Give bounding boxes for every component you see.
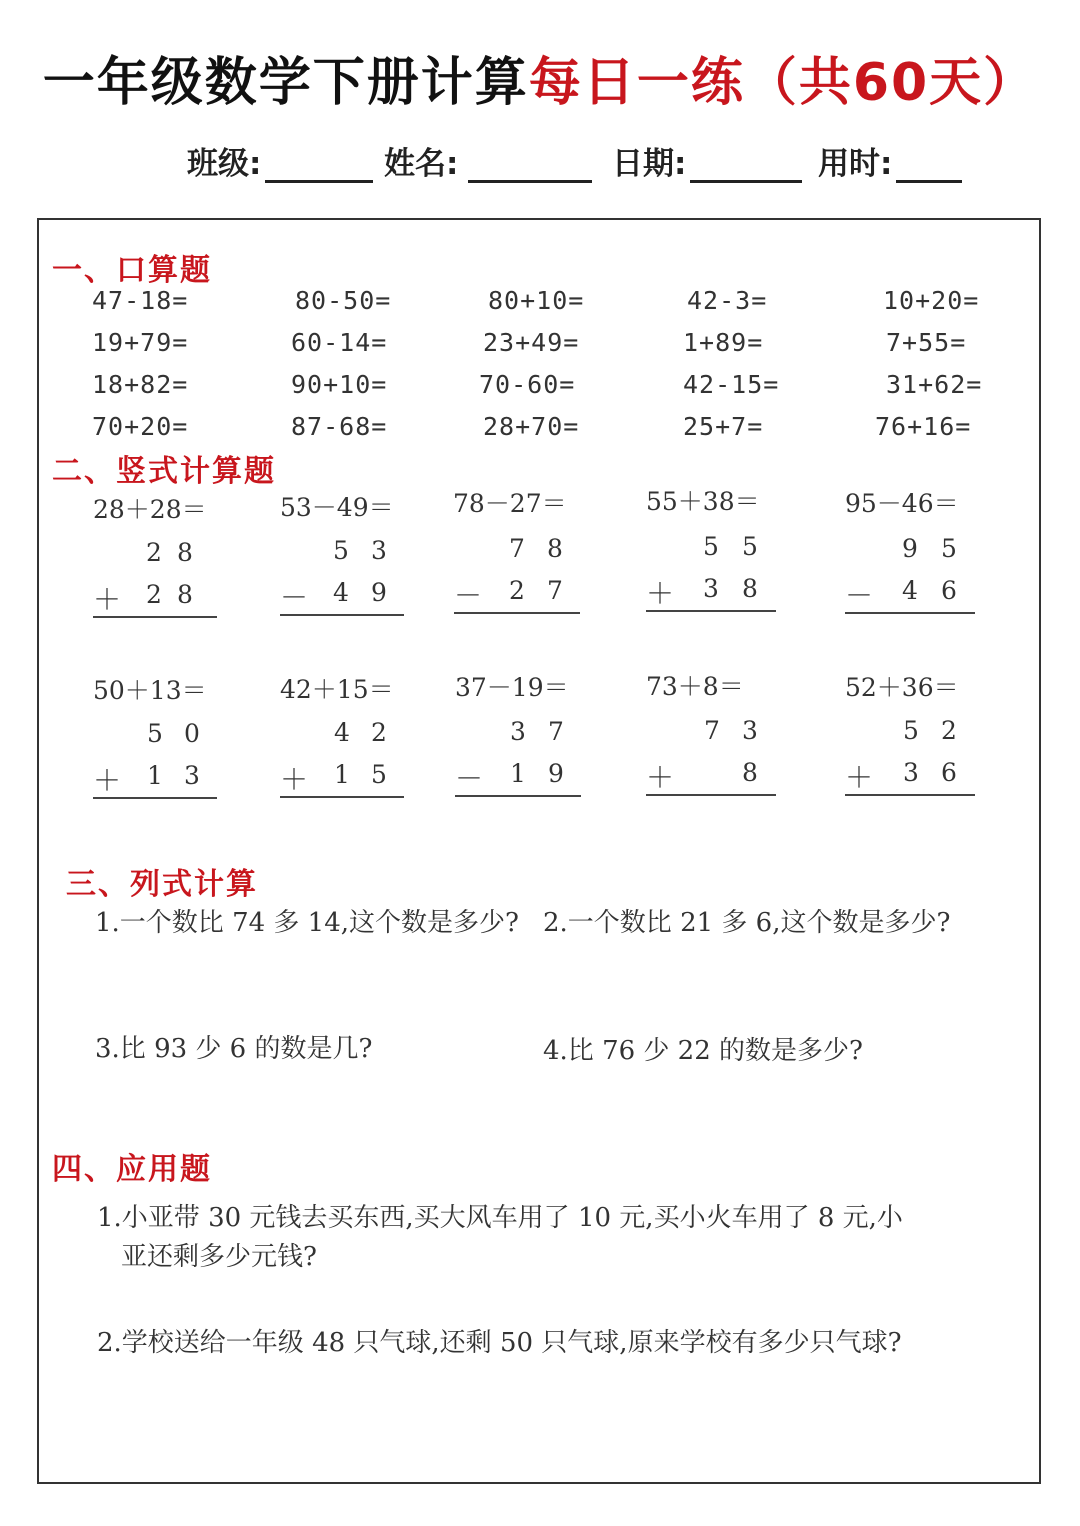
vertical-question: 50＋13＝ (93, 676, 207, 705)
vertical-question: 42＋15＝ (280, 675, 394, 704)
digit: 4 (902, 576, 918, 605)
digit: 8 (742, 758, 758, 787)
digit: 8 (742, 574, 758, 603)
vertical-calc-block (280, 710, 404, 800)
operator: ＋ (280, 763, 309, 796)
operator: ＋ (93, 583, 122, 616)
digit: 5 (941, 534, 957, 563)
operator: － (454, 579, 483, 612)
oral-item: 80-50= (295, 286, 392, 315)
oral-item: 28+70= (483, 412, 580, 441)
vertical-question: 37－19＝ (455, 673, 569, 702)
operator: ＋ (646, 761, 675, 794)
answer-line (845, 612, 975, 614)
oral-item: 47-18= (92, 286, 189, 315)
name-label: 姓名: (384, 146, 459, 182)
operator: － (280, 581, 309, 614)
answer-line (454, 612, 580, 614)
section4-title: 四、应用题 (52, 1152, 212, 1187)
oral-item: 70-60= (479, 370, 576, 399)
digit: 6 (941, 576, 957, 605)
vertical-calc-block (280, 528, 404, 618)
oral-item: 70+20= (92, 412, 189, 441)
digit: 7 (704, 716, 720, 745)
time-blank[interactable] (896, 148, 962, 183)
digit: 8 (177, 538, 193, 567)
digit: 8 (177, 580, 193, 609)
digit: 3 (510, 717, 526, 746)
vertical-calc-block (646, 524, 776, 614)
oral-item: 31+62= (886, 370, 983, 399)
problem-text: 亚还剩多少元钱? (121, 1242, 317, 1272)
problem-text: 2.一个数比 21 多 6,这个数是多少? (543, 908, 951, 938)
class-label: 班级: (187, 146, 262, 182)
problem-text: 1.一个数比 74 多 14,这个数是多少? (95, 908, 519, 938)
digit: 3 (742, 716, 758, 745)
answer-line (845, 794, 975, 796)
digit: 2 (509, 576, 525, 605)
problem-text: 2.学校送给一年级 48 只气球,还剩 50 只气球,原来学校有多少只气球? (97, 1328, 902, 1358)
digit: 4 (333, 578, 349, 607)
answer-line (93, 616, 217, 618)
digit: 7 (548, 717, 564, 746)
problem-text: 4.比 76 少 22 的数是多少? (543, 1036, 863, 1066)
digit: 2 (146, 580, 162, 609)
problem-text: 1.小亚带 30 元钱去买东西,买大风车用了 10 元,买小火车用了 8 元,小 (97, 1203, 903, 1233)
digit: 5 (903, 716, 919, 745)
vertical-calc-block (454, 526, 580, 616)
section2-title: 二、竖式计算题 (52, 454, 276, 489)
digit: 9 (371, 578, 387, 607)
vertical-question: 28＋28＝ (93, 495, 207, 524)
oral-item: 1+89= (683, 328, 764, 357)
answer-line (646, 610, 776, 612)
vertical-question: 73＋8＝ (646, 672, 744, 701)
oral-item: 87-68= (291, 412, 388, 441)
digit: 0 (184, 719, 200, 748)
vertical-calc-block (646, 708, 776, 798)
oral-item: 76+16= (875, 412, 972, 441)
oral-item: 42-15= (683, 370, 780, 399)
name-blank[interactable] (468, 148, 592, 183)
digit: 9 (902, 534, 918, 563)
operator: － (455, 762, 484, 795)
digit: 1 (510, 759, 526, 788)
digit: 7 (547, 576, 563, 605)
vertical-calc-block (845, 526, 975, 616)
vertical-question: 53－49＝ (280, 493, 394, 522)
operator: ＋ (845, 761, 874, 794)
section1-title: 一、口算题 (52, 253, 212, 288)
digit: 9 (548, 759, 564, 788)
digit: 4 (334, 718, 350, 747)
oral-item: 42-3= (687, 286, 768, 315)
oral-item: 19+79= (92, 328, 189, 357)
date-field[interactable] (612, 138, 802, 183)
digit: 6 (941, 758, 957, 787)
title-red: 每日一练（共60天） (528, 53, 1038, 113)
oral-item: 10+20= (883, 286, 980, 315)
vertical-question: 52＋36＝ (845, 673, 959, 702)
oral-item: 60-14= (291, 328, 388, 357)
operator: ＋ (646, 577, 675, 610)
digit: 3 (903, 758, 919, 787)
vertical-calc-block (845, 708, 975, 798)
time-label: 用时: (818, 146, 893, 182)
page-title (0, 40, 1080, 115)
vertical-calc-block (93, 530, 217, 620)
class-blank[interactable] (265, 148, 373, 183)
digit: 5 (742, 532, 758, 561)
vertical-question: 78－27＝ (453, 489, 567, 518)
oral-item: 23+49= (483, 328, 580, 357)
digit: 8 (547, 534, 563, 563)
digit: 2 (146, 538, 162, 567)
oral-item: 18+82= (92, 370, 189, 399)
digit: 7 (509, 534, 525, 563)
date-blank[interactable] (690, 148, 802, 183)
vertical-calc-block (455, 709, 581, 799)
operator: ＋ (93, 764, 122, 797)
oral-item: 80+10= (488, 286, 585, 315)
time-field[interactable] (818, 138, 962, 183)
class-field[interactable] (187, 138, 373, 183)
date-label: 日期: (612, 146, 687, 182)
answer-line (455, 795, 581, 797)
vertical-question: 95－46＝ (845, 489, 959, 518)
answer-line (93, 797, 217, 799)
operator: － (845, 579, 874, 612)
oral-item: 90+10= (291, 370, 388, 399)
vertical-question: 55＋38＝ (646, 487, 760, 516)
vertical-calc-block (93, 711, 217, 801)
digit: 1 (147, 761, 163, 790)
digit: 5 (333, 536, 349, 565)
digit: 5 (371, 760, 387, 789)
answer-line (280, 796, 404, 798)
problem-text: 3.比 93 少 6 的数是几? (95, 1034, 373, 1064)
oral-item: 25+7= (683, 412, 764, 441)
digit: 3 (184, 761, 200, 790)
answer-line (646, 794, 776, 796)
digit: 2 (941, 716, 957, 745)
worksheet-frame (37, 218, 1041, 1484)
title-black: 一年级数学下册计算 (42, 53, 529, 113)
oral-item: 7+55= (886, 328, 967, 357)
digit: 2 (371, 718, 387, 747)
digit: 1 (334, 760, 350, 789)
answer-line (280, 614, 404, 616)
digit: 3 (371, 536, 387, 565)
section3-title: 三、列式计算 (66, 867, 258, 902)
name-field[interactable] (384, 138, 592, 183)
digit: 5 (147, 719, 163, 748)
digit: 5 (703, 532, 719, 561)
digit: 3 (703, 574, 719, 603)
